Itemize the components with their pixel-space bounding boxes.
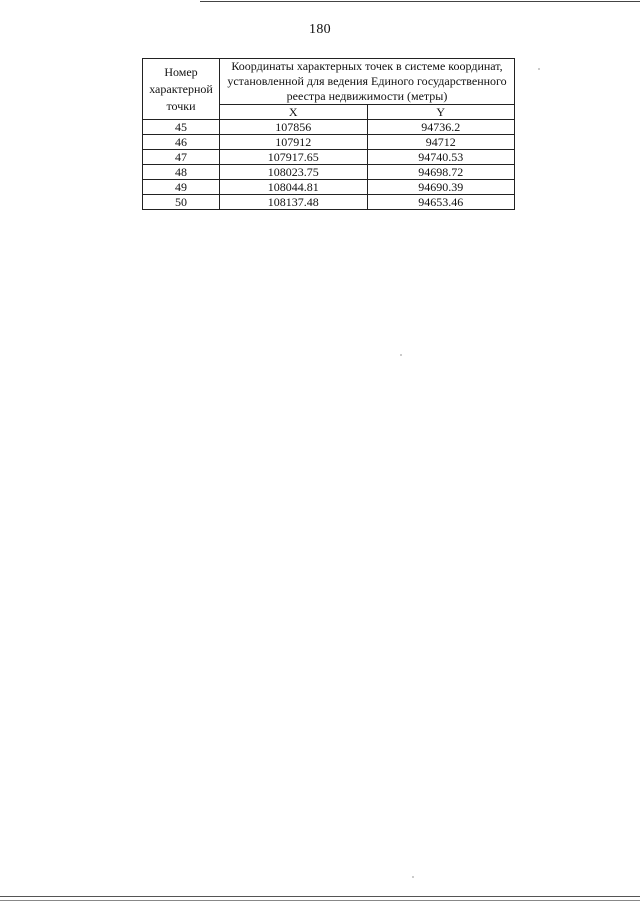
table-row (143, 165, 515, 180)
table-row (143, 180, 515, 195)
header-coordinates: Координаты характерных точек в системе координат, установленной для ведения Единого государственного реестра недвижимости (метры) (220, 59, 515, 105)
scan-speck (400, 354, 402, 356)
bottom-rule-thin (0, 900, 640, 901)
cell-y: 94736.2 (367, 120, 515, 135)
coordinates-table (142, 58, 515, 210)
cell-point: 48 (143, 165, 220, 180)
cell-x: 108044.81 (220, 180, 368, 195)
page-number: 180 (309, 22, 331, 37)
header-point-number: Номер характерной точки (143, 59, 220, 120)
cell-x: 108023.75 (220, 165, 368, 180)
scan-speck (538, 68, 540, 70)
table-row (143, 120, 515, 135)
table-row (143, 195, 515, 210)
cell-y: 94712 (367, 135, 515, 150)
cell-point: 50 (143, 195, 220, 210)
table-row (143, 150, 515, 165)
cell-y: 94653.46 (367, 195, 515, 210)
header-y: Y (367, 105, 515, 120)
cell-y: 94698.72 (367, 165, 515, 180)
cell-x: 108137.48 (220, 195, 368, 210)
cell-point: 45 (143, 120, 220, 135)
cell-y: 94740.53 (367, 150, 515, 165)
cell-point: 46 (143, 135, 220, 150)
cell-x: 107917.65 (220, 150, 368, 165)
scan-speck (412, 876, 414, 878)
cell-x: 107856 (220, 120, 368, 135)
cell-point: 49 (143, 180, 220, 195)
cell-x: 107912 (220, 135, 368, 150)
top-rule (200, 1, 640, 2)
bottom-rule (0, 896, 640, 897)
table-row (143, 135, 515, 150)
header-x: X (220, 105, 368, 120)
cell-point: 47 (143, 150, 220, 165)
cell-y: 94690.39 (367, 180, 515, 195)
